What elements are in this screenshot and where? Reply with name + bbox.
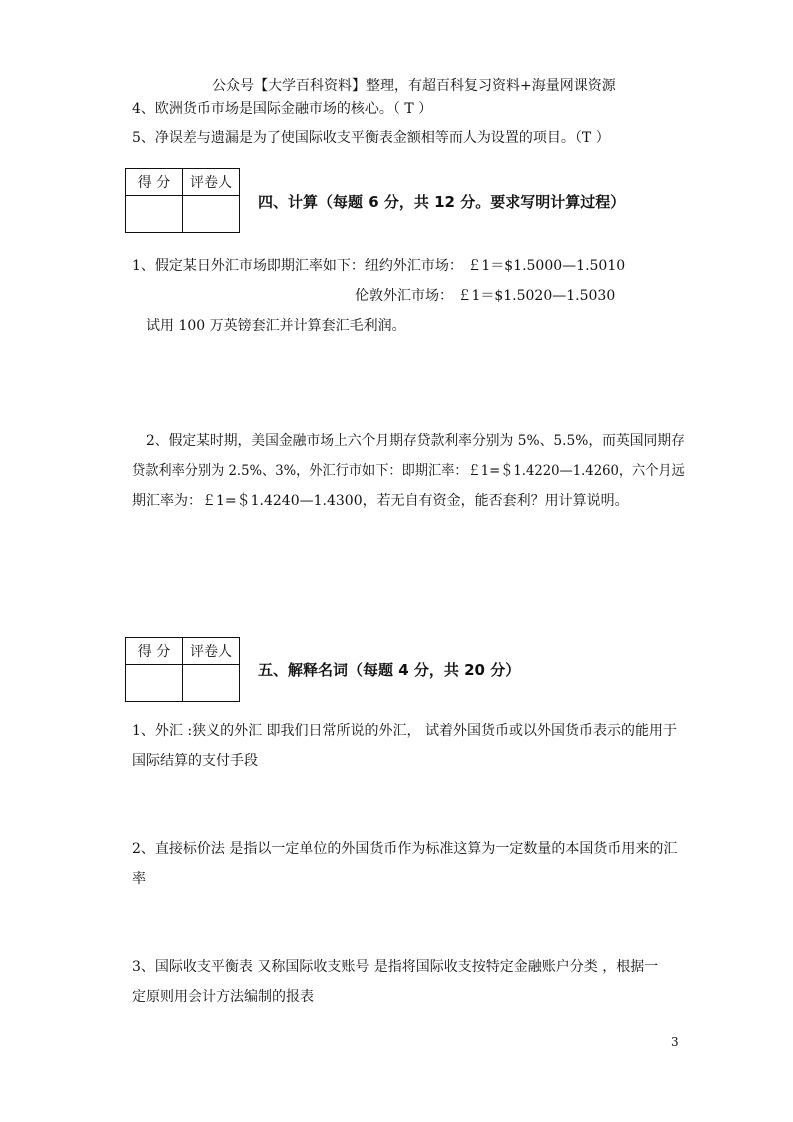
grader-cell [183, 665, 240, 702]
term-3-line1: 3、国际收支平衡表 又称国际收支账号 是指将国际收支按特定金融账户分类 ，根据一 [132, 959, 659, 975]
calc-q2-line2: 贷款利率分别为 2.5%、3%，外汇行市如下：即期汇率：￡1=＄1.4220—1.4260，六个月远 [132, 463, 685, 479]
page-number: 3 [671, 1035, 679, 1049]
grader-label: 评卷人 [183, 169, 240, 196]
score-label: 得 分 [126, 169, 183, 196]
term-1-line2: 国际结算的支付手段 [132, 753, 258, 769]
score-cell [126, 196, 183, 233]
section5-title: 五、解释名词（每题 4 分，共 20 分） [258, 661, 521, 679]
term-1-line1: 1、外汇 :狭义的外汇 即我们日常所说的外汇， 试着外国货币或以外国货币表示的能用于 [132, 723, 677, 739]
calc-q1-line2: 伦敦外汇市场： ￡1＝$1.5020—1.5030 [355, 288, 616, 304]
term-2-line1: 2、直接标价法 是指以一定单位的外国货币作为标准这算为一定数量的本国货币用来的汇 [132, 841, 678, 857]
grader-label: 评卷人 [183, 638, 240, 665]
term-2-line2: 率 [132, 871, 146, 887]
score-table-section4 [125, 168, 240, 233]
calc-q2-line3: 期汇率为：￡1=＄1.4240—1.4300，若无自有资金，能否套利？用计算说明。 [132, 493, 629, 509]
tf-item-5: 5、净误差与遗漏是为了使国际收支平衡表金额相等而人为设置的项目。（T ） [132, 130, 610, 146]
term-3-line2: 定原则用会计方法编制的报表 [132, 989, 314, 1005]
grader-cell [183, 196, 240, 233]
calc-q1-line1: 1、假定某日外汇市场即期汇率如下：纽约外汇市场： ￡1＝$1.5000—1.5010 [132, 258, 626, 274]
section4-title: 四、计算（每题 6 分，共 12 分。要求写明计算过程） [258, 193, 626, 211]
header-banner: 公众号【大学百科资料】整理，有超百科复习资料+海量网课资源 [212, 78, 616, 94]
tf-item-4: 4、欧洲货币市场是国际金融市场的核心。（ T ） [132, 101, 433, 117]
score-label: 得 分 [126, 638, 183, 665]
calc-q1-line3: 试用 100 万英镑套汇并计算套汇毛利润。 [146, 318, 406, 334]
score-cell [126, 665, 183, 702]
calc-q2-line1: 2、假定某时期，美国金融市场上六个月期存贷款利率分别为 5%、5.5%，而英国同期存 [146, 433, 685, 449]
score-table-section5 [125, 637, 240, 702]
